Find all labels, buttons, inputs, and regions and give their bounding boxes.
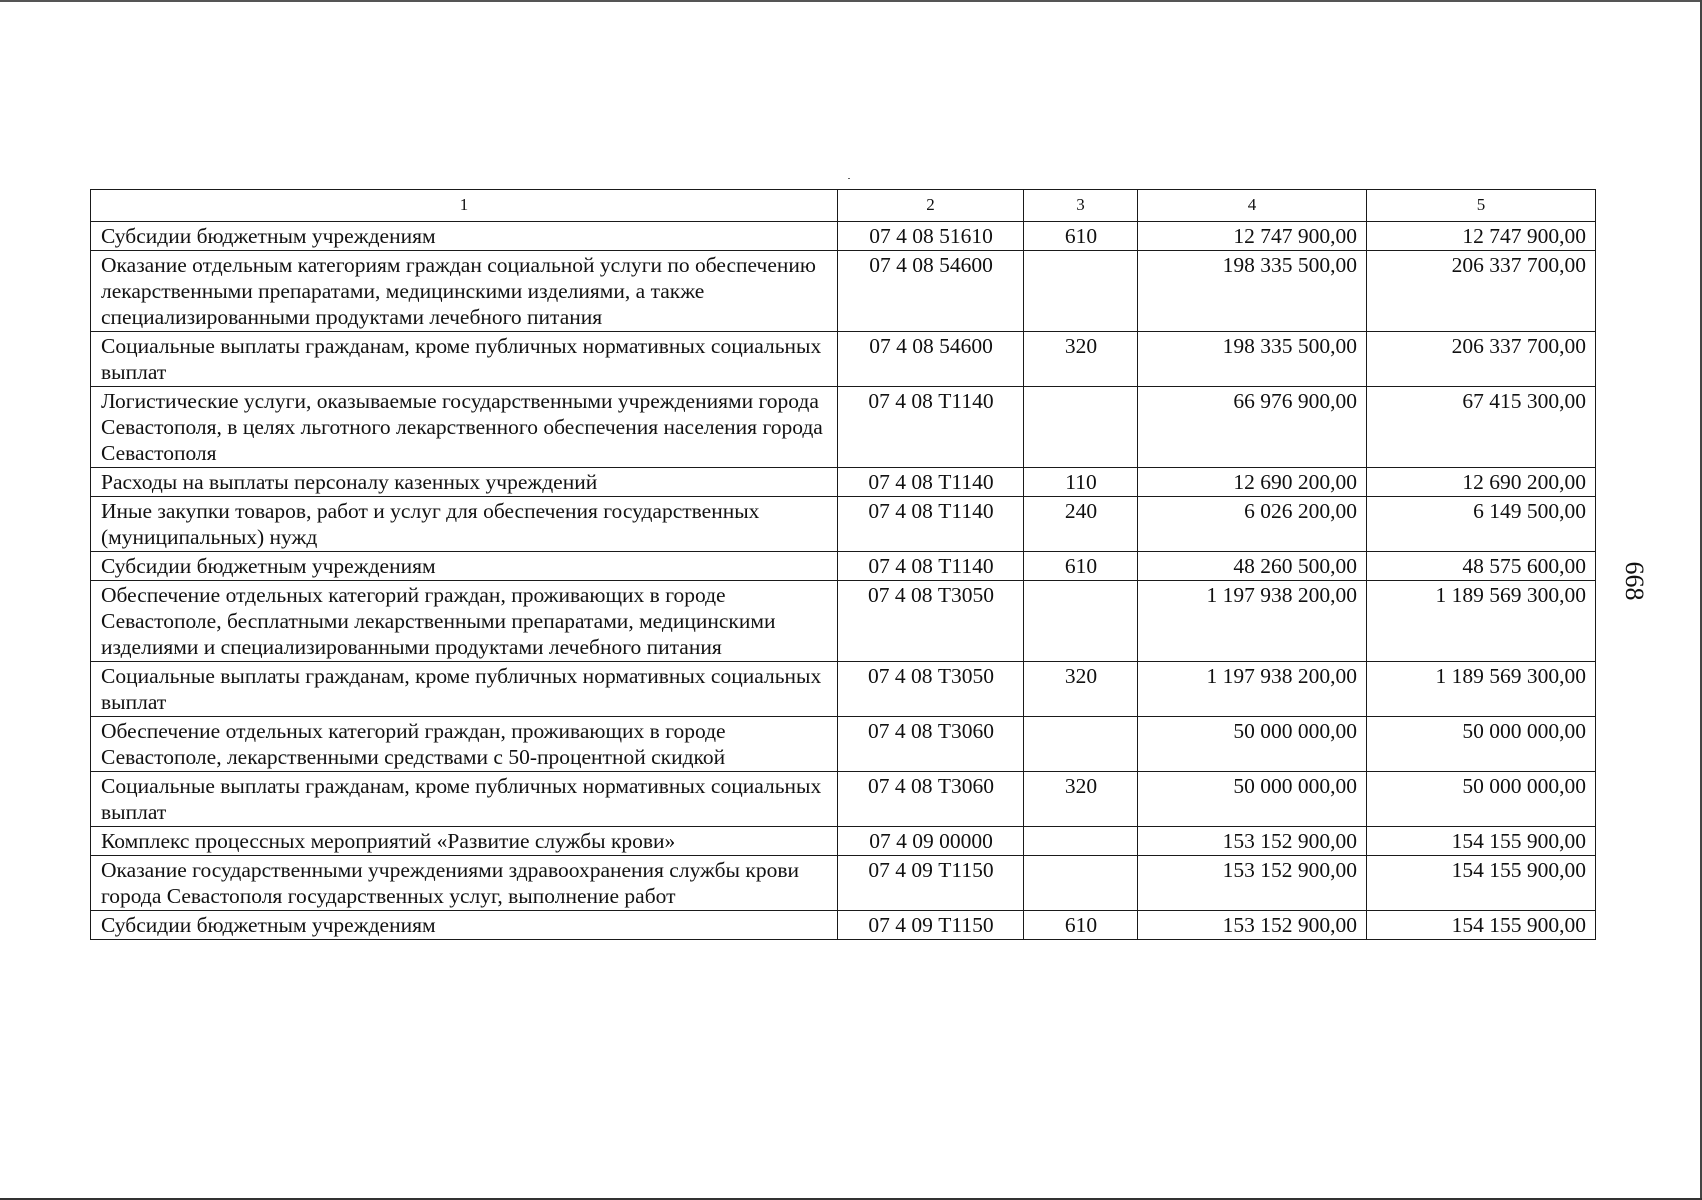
row-type: 110 bbox=[1024, 468, 1138, 497]
row-type: 320 bbox=[1024, 662, 1138, 717]
row-sum-2: 50 000 000,00 bbox=[1367, 717, 1596, 772]
row-sum-2: 1 189 569 300,00 bbox=[1367, 581, 1596, 662]
row-sum-2: 12 690 200,00 bbox=[1367, 468, 1596, 497]
row-sum-1: 153 152 900,00 bbox=[1138, 856, 1367, 911]
row-type bbox=[1024, 717, 1138, 772]
row-code: 07 4 08 51610 bbox=[838, 222, 1024, 251]
table-row bbox=[91, 222, 1596, 251]
header-col-5: 5 bbox=[1367, 190, 1596, 222]
row-code: 07 4 08 Т1140 bbox=[838, 468, 1024, 497]
row-type bbox=[1024, 251, 1138, 332]
row-sum-1: 1 197 938 200,00 bbox=[1138, 662, 1367, 717]
row-sum-1: 48 260 500,00 bbox=[1138, 552, 1367, 581]
page-number: 668 bbox=[1620, 561, 1649, 601]
table-row bbox=[91, 251, 1596, 332]
row-type bbox=[1024, 856, 1138, 911]
page-top-edge bbox=[0, 0, 1702, 2]
table-row bbox=[91, 332, 1596, 387]
row-name: Субсидии бюджетным учреждениям bbox=[91, 222, 838, 251]
row-sum-2: 154 155 900,00 bbox=[1367, 856, 1596, 911]
table-row bbox=[91, 387, 1596, 468]
row-type bbox=[1024, 827, 1138, 856]
table-row bbox=[91, 717, 1596, 772]
row-sum-1: 198 335 500,00 bbox=[1138, 332, 1367, 387]
row-code: 07 4 09 Т1150 bbox=[838, 856, 1024, 911]
row-sum-2: 48 575 600,00 bbox=[1367, 552, 1596, 581]
row-code: 07 4 08 Т3060 bbox=[838, 772, 1024, 827]
row-name: Субсидии бюджетным учреждениям bbox=[91, 911, 838, 940]
row-code: 07 4 08 Т1140 bbox=[838, 552, 1024, 581]
row-sum-2: 6 149 500,00 bbox=[1367, 497, 1596, 552]
row-sum-1: 12 747 900,00 bbox=[1138, 222, 1367, 251]
row-name: Расходы на выплаты персоналу казенных учреждений bbox=[91, 468, 838, 497]
row-type: 320 bbox=[1024, 772, 1138, 827]
table-row bbox=[91, 581, 1596, 662]
row-sum-1: 153 152 900,00 bbox=[1138, 911, 1367, 940]
row-sum-1: 50 000 000,00 bbox=[1138, 717, 1367, 772]
row-type: 610 bbox=[1024, 911, 1138, 940]
header-col-3: 3 bbox=[1024, 190, 1138, 222]
row-sum-2: 12 747 900,00 bbox=[1367, 222, 1596, 251]
row-sum-2: 1 189 569 300,00 bbox=[1367, 662, 1596, 717]
row-name: Социальные выплаты гражданам, кроме публичных нормативных социальных выплат bbox=[91, 772, 838, 827]
row-type: 610 bbox=[1024, 222, 1138, 251]
row-sum-1: 6 026 200,00 bbox=[1138, 497, 1367, 552]
table-row bbox=[91, 772, 1596, 827]
row-code: 07 4 08 Т3060 bbox=[838, 717, 1024, 772]
row-code: 07 4 08 Т3050 bbox=[838, 581, 1024, 662]
row-name: Обеспечение отдельных категорий граждан, проживающих в городе Севастополе, бесплатными лекарственными препаратами, медицинскими изделиями и специализированными продуктами лечебного питания bbox=[91, 581, 838, 662]
row-sum-1: 66 976 900,00 bbox=[1138, 387, 1367, 468]
header-col-1: 1 bbox=[91, 190, 838, 222]
row-name: Субсидии бюджетным учреждениям bbox=[91, 552, 838, 581]
row-name: Иные закупки товаров, работ и услуг для обеспечения государственных (муниципальных) нужд bbox=[91, 497, 838, 552]
row-name: Логистические услуги, оказываемые государственными учреждениями города Севастополя, в целях льготного лекарственного обеспечения населения города Севастополя bbox=[91, 387, 838, 468]
table-row bbox=[91, 497, 1596, 552]
table-row bbox=[91, 552, 1596, 581]
row-sum-2: 67 415 300,00 bbox=[1367, 387, 1596, 468]
row-sum-1: 12 690 200,00 bbox=[1138, 468, 1367, 497]
row-sum-2: 206 337 700,00 bbox=[1367, 332, 1596, 387]
budget-table bbox=[90, 189, 1596, 940]
row-code: 07 4 08 54600 bbox=[838, 251, 1024, 332]
row-type bbox=[1024, 387, 1138, 468]
row-name: Социальные выплаты гражданам, кроме публичных нормативных социальных выплат bbox=[91, 332, 838, 387]
row-sum-1: 198 335 500,00 bbox=[1138, 251, 1367, 332]
row-name: Оказание государственными учреждениями здравоохранения службы крови города Севастополя государственных услуг, выполнение работ bbox=[91, 856, 838, 911]
row-name: Обеспечение отдельных категорий граждан, проживающих в городе Севастополе, лекарственными средствами с 50-процентной скидкой bbox=[91, 717, 838, 772]
row-code: 07 4 09 00000 bbox=[838, 827, 1024, 856]
row-code: 07 4 09 Т1150 bbox=[838, 911, 1024, 940]
table-row bbox=[91, 468, 1596, 497]
row-sum-1: 50 000 000,00 bbox=[1138, 772, 1367, 827]
row-name: Комплекс процессных мероприятий «Развитие службы крови» bbox=[91, 827, 838, 856]
header-col-4: 4 bbox=[1138, 190, 1367, 222]
table-row bbox=[91, 856, 1596, 911]
row-code: 07 4 08 Т1140 bbox=[838, 387, 1024, 468]
row-type: 610 bbox=[1024, 552, 1138, 581]
header-col-2: 2 bbox=[838, 190, 1024, 222]
row-type bbox=[1024, 581, 1138, 662]
row-code: 07 4 08 Т3050 bbox=[838, 662, 1024, 717]
row-sum-1: 1 197 938 200,00 bbox=[1138, 581, 1367, 662]
row-sum-2: 154 155 900,00 bbox=[1367, 911, 1596, 940]
table-body bbox=[91, 222, 1596, 940]
row-code: 07 4 08 54600 bbox=[838, 332, 1024, 387]
table-row bbox=[91, 827, 1596, 856]
scan-speck bbox=[848, 178, 850, 179]
row-sum-2: 50 000 000,00 bbox=[1367, 772, 1596, 827]
row-code: 07 4 08 Т1140 bbox=[838, 497, 1024, 552]
table-header-row bbox=[91, 190, 1596, 222]
row-sum-2: 154 155 900,00 bbox=[1367, 827, 1596, 856]
row-sum-2: 206 337 700,00 bbox=[1367, 251, 1596, 332]
row-type: 240 bbox=[1024, 497, 1138, 552]
row-name: Оказание отдельным категориям граждан социальной услуги по обеспечению лекарственными препаратами, медицинскими изделиями, а также специализированными продуктами лечебного питания bbox=[91, 251, 838, 332]
row-type: 320 bbox=[1024, 332, 1138, 387]
row-name: Социальные выплаты гражданам, кроме публичных нормативных социальных выплат bbox=[91, 662, 838, 717]
row-sum-1: 153 152 900,00 bbox=[1138, 827, 1367, 856]
table-row bbox=[91, 662, 1596, 717]
table-row bbox=[91, 911, 1596, 940]
